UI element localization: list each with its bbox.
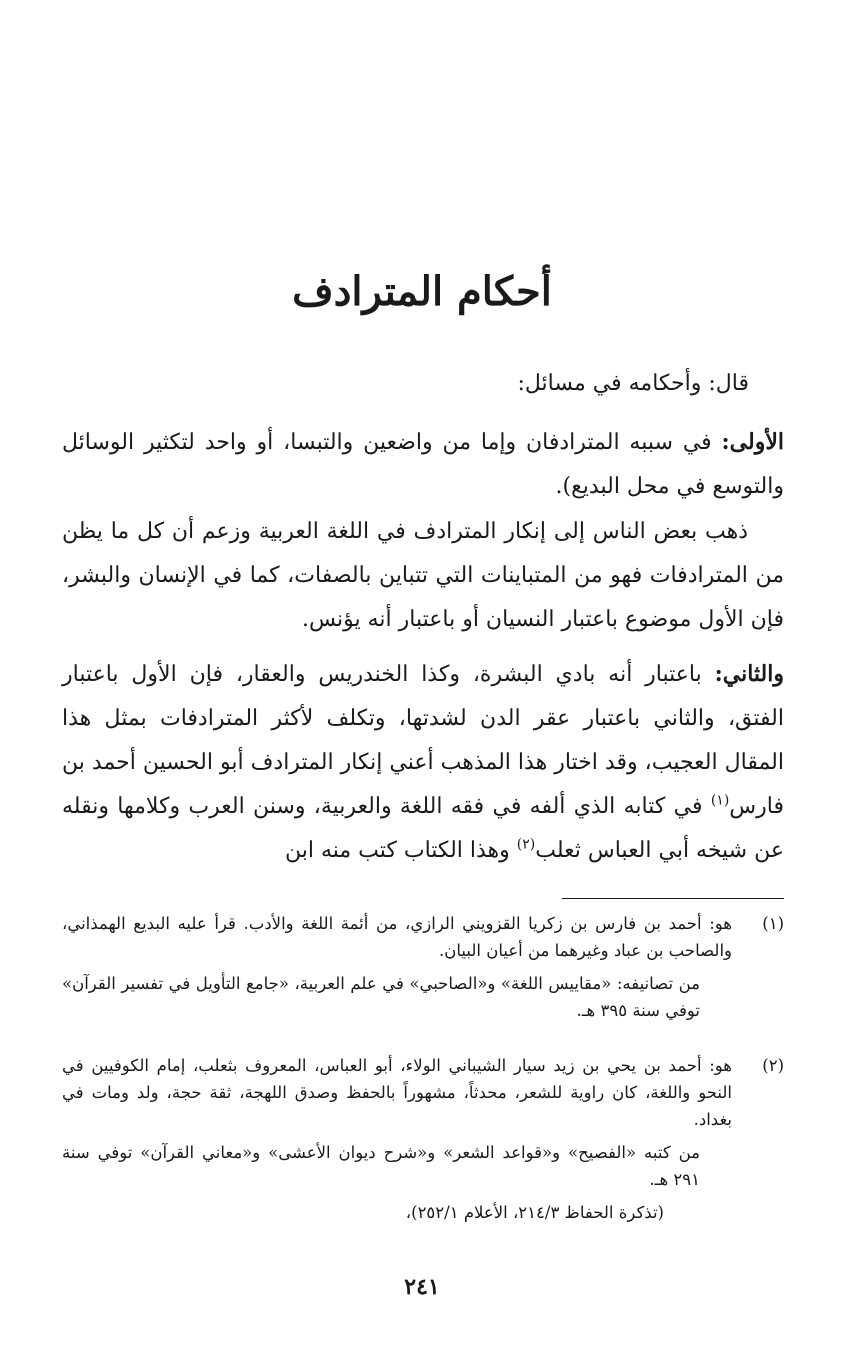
paragraph-denial — [62, 510, 784, 642]
paragraph-text: في كتابه الذي ألفه في فقه اللغة والعربية، وسنن العرب وكلامها ونقله عن شيخه أبي العباس ثعلب — [62, 794, 784, 863]
footnote-text: هو: أحمد بن فارس بن زكريا القزويني الرازي، من أئمة اللغة والأدب. قرأ عليه البديع الهمذاني، والصاحب بن عباد وغيرهما من أعيان البيان. — [62, 914, 732, 960]
paragraph-text: وهذا الكتاب كتب منه ابن — [284, 838, 517, 863]
paragraph-text: باعتبار أنه بادي البشرة، وكذا الخندريس والعقار، فإن الأول باعتبار الفتق، والثاني باعتبار عقر الدن لشدتها، وتكلف لأكثر المترادفات بمثل هذا المقال العجيب، وقد اختار هذا المذهب أعني إنكار المترادف أبو الحسين أحمد بن فارس — [62, 662, 784, 819]
chapter-title: أحكام المترادف — [292, 268, 552, 315]
page-number: ٢٤١ — [404, 1274, 440, 1300]
footnote-divider — [562, 898, 784, 899]
footnote-text: هو: أحمد بن يحي بن زيد سيار الشيباني الولاء، أبو العباس، المعروف بثعلب، إمام الكوفيين في النحو واللغة، كان راوية للشعر، محدثاً، مشهوراً بالحفظ وصدق اللهجة، ثقة حجة، ولد ومات في بغداد. — [62, 1056, 732, 1129]
footnote-source: (تذكرة الحفاظ ٢١٤/٣، الأعلام ٢٥٢/١)، — [405, 1203, 664, 1222]
footnote-number: (٢) — [762, 1056, 784, 1075]
footnote-ref-1[interactable]: (١) — [710, 792, 730, 809]
paragraph-lead: والثاني: — [714, 661, 784, 687]
intro-line: قال: وأحكامه في مسائل: — [517, 371, 749, 396]
footnote-ref-2[interactable]: (٢) — [516, 836, 536, 853]
paragraph-second — [62, 652, 784, 873]
paragraph-text: في سببه المترادفان وإما من واضعين والتبسا، أو واحد لتكثير الوسائل والتوسع في محل البديع). — [62, 430, 784, 499]
paragraph-text: ذهب بعض الناس إلى إنكار المترادف في اللغة العربية وزعم أن كل ما يظن من المترادفات فهو من المتباينات التي تتباين بالصفات، كما في الإنسان والبشر، فإن الأول موضوع باعتبار النسيان أو باعتبار أنه يؤنس. — [62, 519, 784, 632]
footnote-works: من كتبه «الفصيح» و«قواعد الشعر» و«شرح ديوان الأعشى» و«معاني القرآن» توفي سنة ٢٩١ هـ. — [62, 1143, 700, 1189]
paragraph-lead: الأولى: — [721, 429, 784, 455]
footnote-number: (١) — [762, 914, 784, 933]
footnote-works: من تصانيفه: «مقاييس اللغة» و«الصاحبي» في علم العربية، «جامع التأويل في تفسير القرآن» توفي سنة ٣٩٥ هـ. — [62, 974, 700, 1020]
paragraph-first-issue — [62, 420, 784, 509]
footnote-1 — [62, 910, 784, 1024]
footnote-2 — [62, 1052, 784, 1226]
